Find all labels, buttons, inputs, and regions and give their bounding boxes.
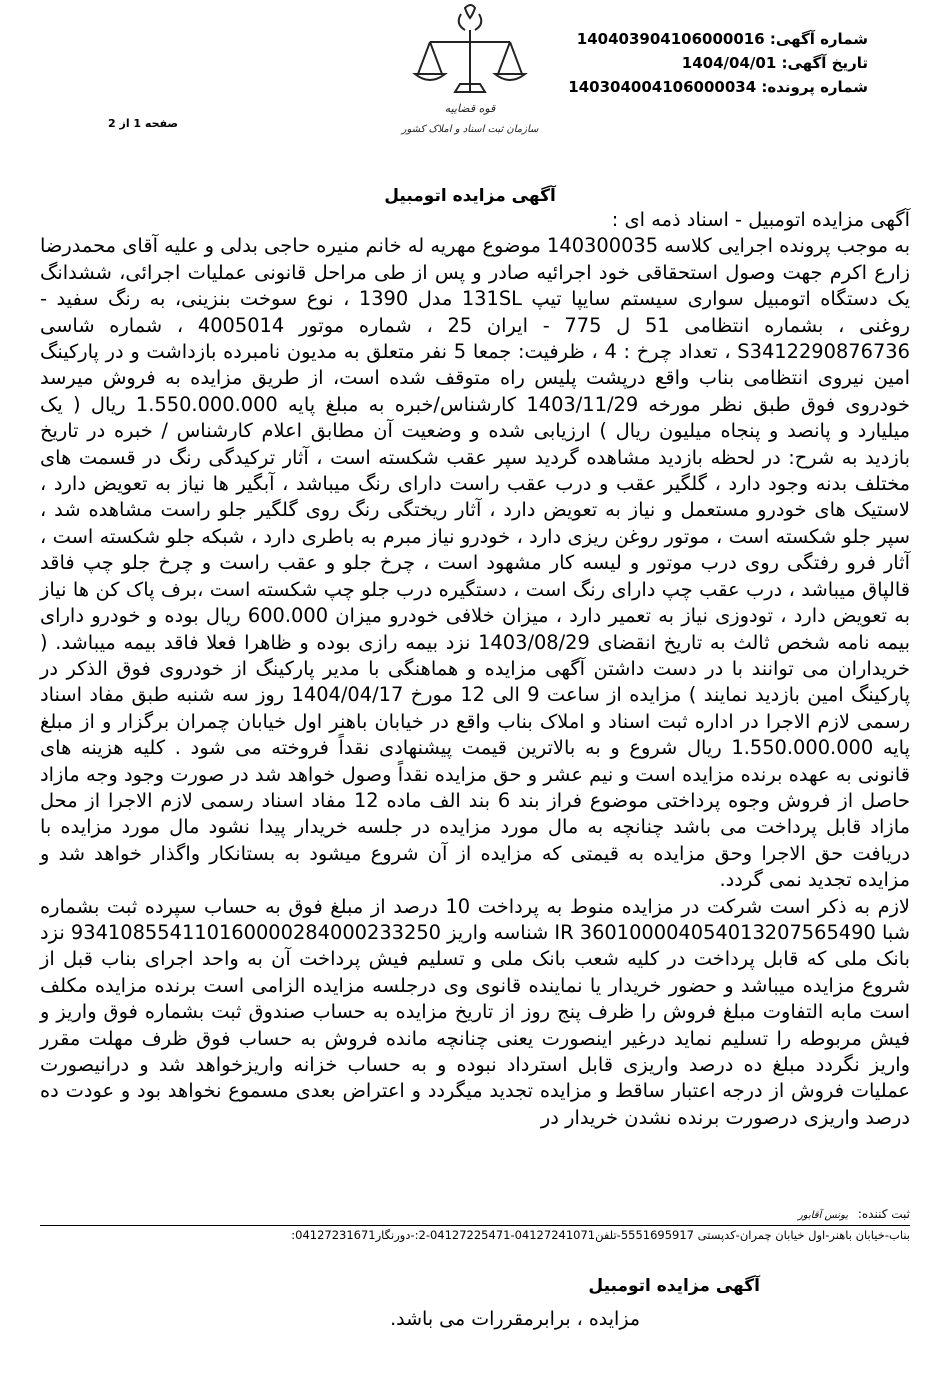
registrar-name: یونس آقابور [797,1210,849,1221]
page-number: صفحه 1 از 2 [108,117,179,130]
body-paragraph-2: لازم به ذکر است شرکت در مزایده منوط به پرداخت 10 درصد از مبلغ فوق به حساب سپرده ثبت بشماره شبا IR 360100004054013207565490 شناسه واریز 934108554110160000284000233250 نزد بانک ملی که قابل پرداخت در کلیه شعب بانک ملی و تسلیم فیش پرداخت آن به واحد اجرای بناب قبل از شروع مزایده میباشد و حضور خریدار یا نماینده قانوی وی درجلسه مزایده الزامی است برنده مزایده مکلف است مابه التفاوت مبلغ فروش را ظرف پنج روز از تاریخ مزایده به حساب صندوق ثبت بشماره فوق واریز و فیش مربوطه را تسلیم نماید درغیر اینصورت یعنی چنانچه مانده فروش به حساب فوق ظرف مهلت مقرر واریز نگردد مبلغ ده درصد واریزی قابل استرداد نبوده و به حساب خزانه واریزخواهد شد و درانیصورت عملیات فروش از درجه اعتبار ساقط و مزایده تجدید میگردد و اعتراض بعدی مسموع نخواهد بود و عودت ده درصد واریزی درصورت برنده نشدن خریدار در [40,894,910,1129]
ad-date-label: تاریخ آگهی: [781,54,868,72]
file-number: 140304004106000034 [568,78,757,96]
office-address: بناب-خیابان باهنر-اول خیابان چمران-کدپستی 5551695917-تلفن04127241071-04127225471-2:-دورنگار04127231671: [291,1228,910,1242]
ad-number-line [577,30,868,48]
registrar-line [40,1207,910,1221]
ad-date: 1404/04/01 [681,54,777,72]
ad-number: 140403904106000016 [576,30,765,48]
notice-body [40,207,910,1131]
registrar-label: ثبت کننده: [857,1207,910,1221]
footer-divider [40,1225,910,1226]
page-title-2: آگهی مزایده اتومبیل [588,1276,760,1296]
ad-date-line [682,54,868,72]
body-intro: آگهی مزایده اتومبیل - اسناد ذمه ای : [611,208,910,231]
page-title: آگهی مزایده اتومبیل [384,186,556,206]
office-address-footer [40,1228,910,1242]
judiciary-emblem [385,0,555,160]
emblem-org-line2: سازمان ثبت اسناد و املاک کشور [401,124,539,135]
ad-number-label: شماره آگهی: [769,30,868,48]
file-number-line [568,78,868,96]
closing-text: مزایده ، برابرمقررات می باشد. [390,1308,640,1330]
file-number-label: شماره پرونده: [761,78,868,96]
body-paragraph-1: به موجب پرونده اجرایی کلاسه 140300035 موضوع مهریه له خانم منیره حاجی بدلی و علیه آقای محمدرضا زارع اکرم جهت وصول استحقاقی خود اجرائیه صادر و پس از طی مراحل قانونی عملیات اجرائی، ششدانگ یک دستگاه اتومبیل سواری سیستم سایپا تیپ 131SL مدل 1390 ، نوع سوخت بنزینی، به رنگ سفید - روغنی ، بشماره انتظامی 51 ل 775 - ایران 25 ، شماره موتور 4005014 ، شماره شاسی S3412290876736 ، تعداد چرخ : 4 ، ظرفیت: جمعا 5 نفر متعلق به مدیون نامبرده بازداشت و در پارکینگ امین نیروی انتظامی بناب واقع درپشت پلیس راه متوقف شده است، از طریق مزایده به فروش میرسد خودروی فوق طبق نظر مورخه 1403/11/29 کارشناس/خبره به مبلغ پایه 1.550.000.000 ریال ( یک میلیارد و پانصد و پنجاه میلیون ریال ) ارزیابی شده و وضعیت آن مطابق اعلام کارشناس / خبره در تاریخ بازدید به شرح: در لحظه بازدید مشاهده گردید سپر عقب شکسته است ، آثار ترکیدگی رنگ در قسمت های مختلف بدنه وجود دارد ، گلگیر عقب و درب عقب راست دارای رنگ میباشد ، آبگیر ها نیاز به تعویض دارد ، لاستیک های خودرو مستعمل و نیاز به تعویض دارد ، آثار ریختگی رنگ روی گلگیر جلو راست مشاهده شد ، سپر جلو شکسته است ، موتور روغن ریزی دارد ، خودرو نیاز مبرم به باطری دارد ، شبکه جلو شکسته است ، آثار فرو رفتگی روی درب موتور و لیسه کار مشهود است ، چرخ جلو و عقب راست و چرخ جلو چپ فاقد قالپاق میباشد ، درب عقب چپ دارای رنگ است ، دستگیره درب جلو چپ شکسته است ،برف پاک کن ها نیاز به تعویض دارد ، تودوزی نیاز به تعمیر دارد ، میزان خلافی خودرو میزان 600.000 ریال بوده و خودرو دارای بیمه نامه شخص ثالث به تاریخ انقضای 1403/08/29 نزد بیمه رازی بوده و ظاهرا فعلا فاقد بیمه میباشد. ( خریداران می توانند با در دست داشتن آگهی مزایده و هماهنگی با مدیر پارکینگ از خودروی فوق الذکر در پارکینگ امین بازدید نمایند ) مزایده از ساعت 9 الی 12 مورخ 1404/04/17 روز سه شنبه طبق مفاد اسناد رسمی لازم الاجرا در اداره ثبت اسناد و املاک بناب واقع در خیابان باهنر اول خیابان چمران برگزار و از مبلغ پایه 1.550.000.000 ریال شروع و به بالاترین قیمت پیشنهادی نقداً فروخته می شود . کلیه هزینه های قانونی به عهده برنده مزایده است و نیم عشر و حق مزایده نقداً وصول خواهد شد در صورت وجود وجه مازاد حاصل از فروش وجوه پرداختی موضوع فراز بند 6 بند الف ماده 12 مفاد اسناد رسمی لازم الاجرا از محل مازاد قابل پرداخت می باشد چنانچه به مال مورد مزایده در جلسه خریدار پیدا نشود مال مورد مزایده با دریافت حق الاجرا وحق مزایده به قیمتی که مزایده از آن شروع میشود به بستانکار واگذار خواهد شد و مزایده تجدید نمی گردد. [40,234,911,892]
emblem-org-line1: قوه قضاییه [444,102,496,115]
scales-of-justice-icon [385,0,555,160]
